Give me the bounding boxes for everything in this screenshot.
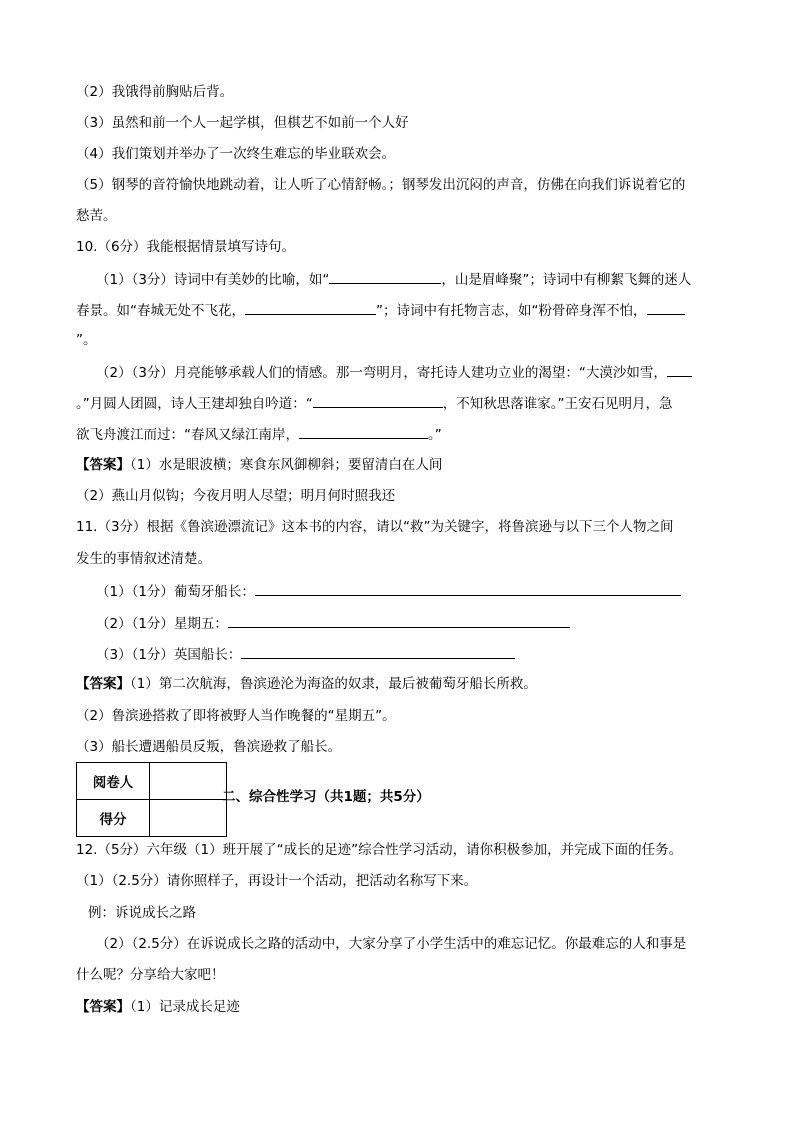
q12-example: 例：诉说成长之路 [88, 905, 196, 921]
fill-blank[interactable] [228, 613, 570, 628]
q11-title-line2: 发生的事情叙述清楚。 [76, 551, 211, 567]
q12-answer [76, 998, 240, 1016]
score-label: 得分 [77, 800, 150, 837]
text: （1）水是眼波横；寒食东风御柳斜；要留清白在人间 [130, 457, 443, 473]
fill-blank[interactable] [329, 269, 441, 284]
text: （1）（3分）诗词中有美妙的比喻，如“ [96, 272, 330, 288]
answer-label: 【答案】 [76, 676, 130, 692]
q10-part1-line2 [76, 300, 685, 320]
q10-answer-line2: （2）燕山月似钩；今夜月明人尽望；明月何时照我还 [76, 488, 396, 504]
q10-title: 10.（6分）我能根据情景填写诗句。 [76, 239, 296, 255]
answer-label: 【答案】 [76, 457, 130, 473]
text: ”；诗词中有托物言志，如“粉骨碎身浑不怕， [376, 303, 647, 319]
q12-part1: （1）（2.5分）请你照样子，再设计一个活动，把活动名称写下来。 [76, 873, 478, 889]
text: （2）（1分）星期五： [96, 616, 228, 632]
fill-blank[interactable] [313, 393, 443, 408]
q12-title: 12.（5分）六年级（1）班开展了“成长的足迹”综合性学习活动，请你积极参加，并完成下面的任务。 [76, 842, 683, 858]
text: 。”月圆人团圆，诗人王建却独自吟道：“ [76, 396, 313, 412]
q11-item-3 [96, 644, 515, 664]
reviewer-label: 阅卷人 [77, 763, 150, 800]
q10-part1-line1 [96, 269, 691, 289]
q9-answer-5-cont: 愁苦。 [76, 208, 117, 224]
q10-part1-line3: ”。 [76, 332, 97, 348]
text: （1）（1分）葡萄牙船长： [96, 584, 255, 600]
text: （3）（1分）英国船长： [96, 647, 242, 663]
q10-part2-line1 [96, 362, 692, 382]
fill-blank[interactable] [647, 300, 685, 315]
text: ，不知秋思落谁家。”王安石见明月，急 [442, 396, 673, 412]
q10-part2-line2 [76, 393, 673, 413]
section2-title: 二、综合性学习（共1题；共5分） [222, 789, 430, 805]
q11-item-1 [96, 581, 681, 601]
text: 春景。如“春城无处不飞花， [76, 303, 245, 319]
fill-blank[interactable] [299, 424, 428, 439]
score-cell[interactable] [150, 800, 227, 837]
fill-blank[interactable] [245, 300, 376, 315]
q11-item-2 [96, 613, 570, 633]
q11-answer-line1 [76, 675, 537, 693]
q9-answer-2: （2）我饿得前胸贴后背。 [76, 84, 234, 100]
text: （2）（3分）月亮能够承载人们的情感。那一弯明月，寄托诗人建功立业的渴望：“大漠沙如雪， [96, 365, 667, 381]
q10-part2-line3 [76, 424, 442, 444]
q11-title-line1: 11.（3分）根据《鲁滨逊漂流记》这本书的内容，请以“救”为关键字，将鲁滨逊与以下三个人物之间 [76, 519, 674, 535]
text: 。” [428, 427, 442, 443]
q12-part2-line2: 什么呢？分享给大家吧！ [76, 967, 225, 983]
text: （1）第二次航海，鲁滨逊沦为海盗的奴隶，最后被葡萄牙船长所救。 [130, 676, 537, 692]
q11-answer-line3: （3）船长遭遇船员反叛，鲁滨逊救了船长。 [76, 739, 342, 755]
q9-answer-4: （4）我们策划并举办了一次终生难忘的毕业联欢会。 [76, 146, 396, 162]
q10-answer-line1 [76, 456, 442, 474]
fill-blank[interactable] [667, 362, 692, 377]
fill-blank[interactable] [255, 581, 681, 596]
q11-answer-line2: （2）鲁滨逊搭救了即将被野人当作晚餐的“星期五”。 [76, 708, 396, 724]
text: ，山是眉峰聚”；诗词中有柳絮飞舞的迷人 [441, 272, 692, 288]
answer-label: 【答案】 [76, 999, 130, 1015]
text: 欲飞舟渡江而过：“春风又绿江南岸， [76, 427, 299, 443]
q12-part2-line1: （2）（2.5分）在诉说成长之路的活动中，大家分享了小学生活中的难忘记忆。你最难忘的人和事是 [96, 936, 687, 952]
reviewer-cell[interactable] [150, 763, 227, 800]
fill-blank[interactable] [241, 644, 515, 659]
score-table [76, 762, 227, 837]
text: （1）记录成长足迹 [130, 999, 240, 1015]
q9-answer-3: （3）虽然和前一个人一起学棋，但棋艺不如前一个人好 [76, 115, 409, 131]
q9-answer-5: （5）钢琴的音符愉快地跳动着，让人听了心情舒畅。；钢琴发出沉闷的声音，仿佛在向我们诉说着它的 [76, 177, 686, 193]
